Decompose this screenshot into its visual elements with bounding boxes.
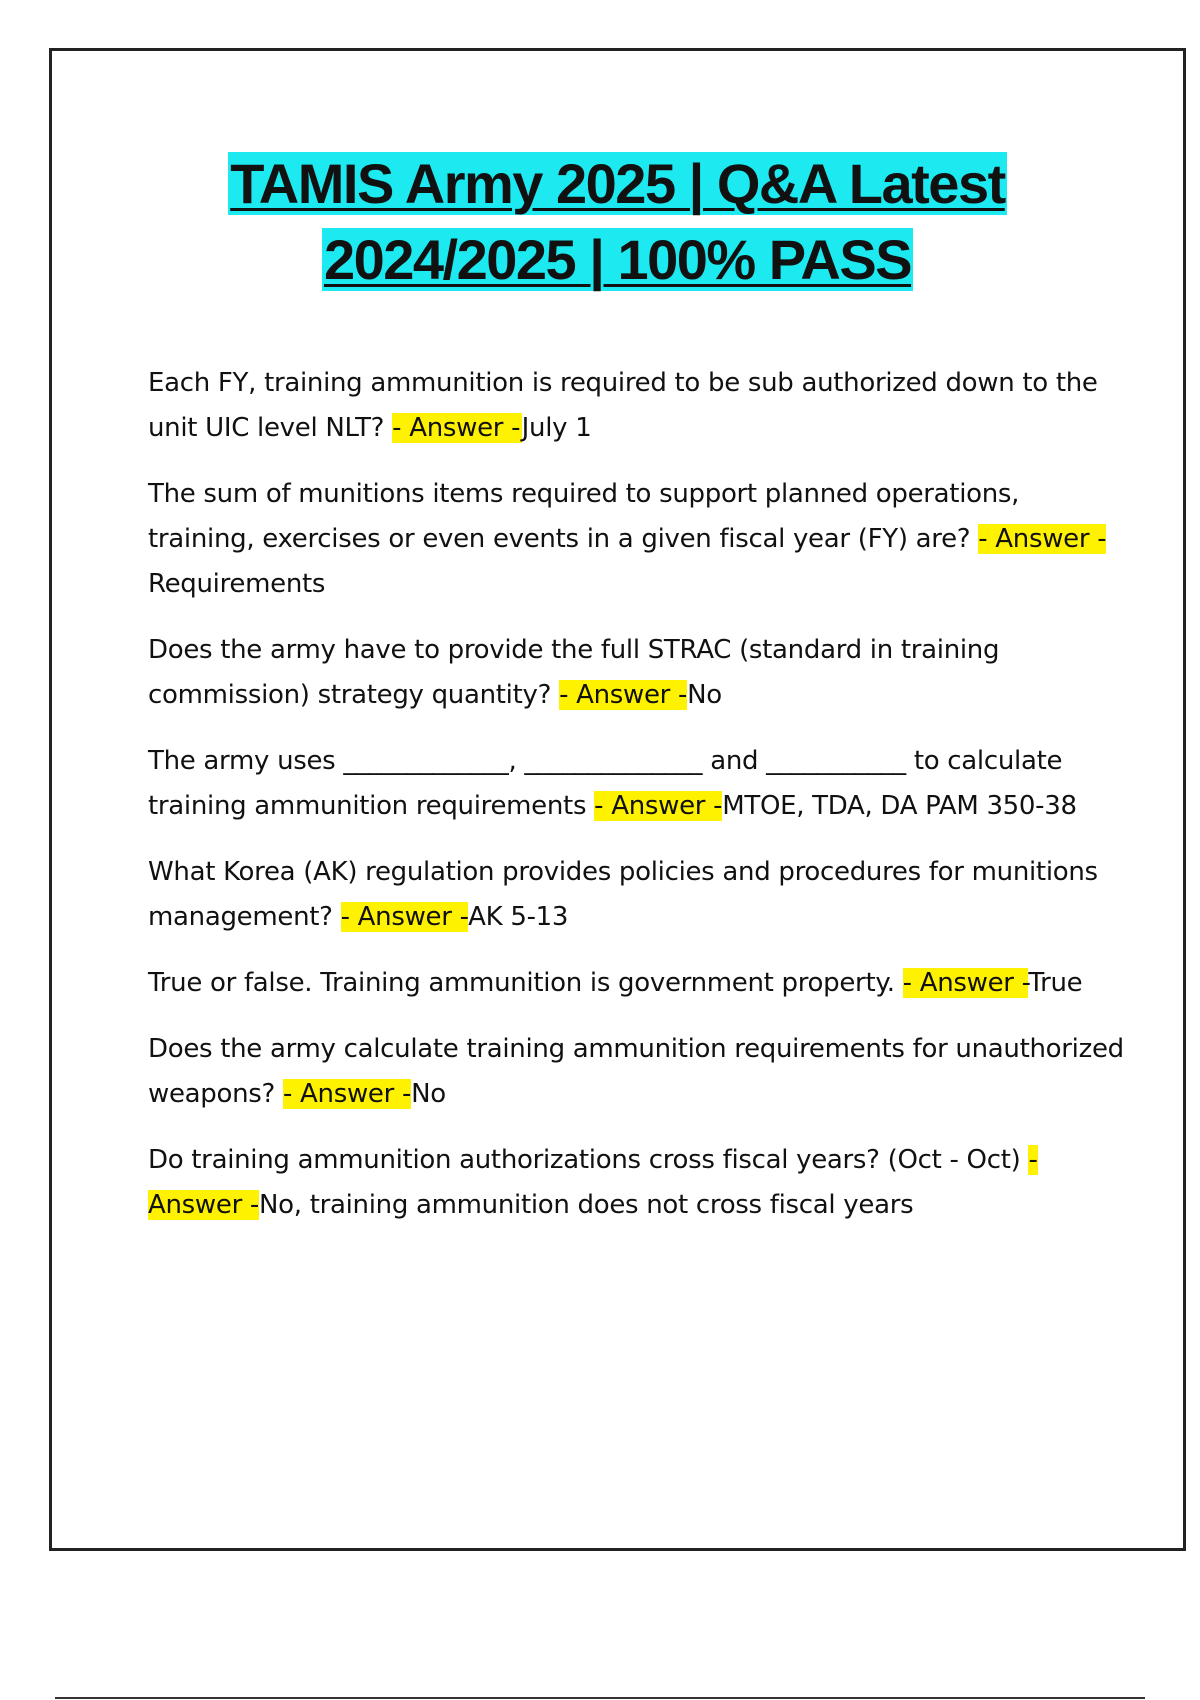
title-line-2: 2024/2025 | 100% PASS	[323, 228, 912, 291]
qa-item	[148, 1138, 1128, 1228]
answer-text: AK 5-13	[468, 902, 569, 932]
answer-text: No	[687, 680, 722, 710]
answer-text: MTOE, TDA, DA PAM 350-38	[722, 791, 1077, 821]
question-text: What Korea (AK) regulation provides policies and procedures for munitions management?	[148, 857, 1098, 932]
title-line-1: TAMIS Army 2025 | Q&A Latest	[230, 152, 1005, 215]
answer-text: True	[1028, 968, 1083, 998]
answer-text: No, training ammunition does not cross fiscal years	[259, 1190, 914, 1220]
answer-marker: - Answer -	[902, 968, 1029, 998]
question-text: The sum of munitions items required to support planned operations, training, exercises or even events in a given fiscal year (FY) are?	[148, 479, 1020, 554]
question-text: Each FY, training ammunition is required to be sub authorized down to the unit UIC level NLT?	[148, 368, 1098, 443]
page-divider	[55, 1697, 1145, 1699]
qa-item	[148, 1027, 1128, 1117]
answer-marker: - Answer -	[283, 1079, 412, 1109]
qa-item	[148, 961, 1128, 1006]
document-page	[49, 48, 1186, 1551]
question-text: Does the army calculate training ammunition requirements for unauthorized weapons?	[148, 1034, 1124, 1109]
answer-text: July 1	[521, 413, 592, 443]
qa-item	[148, 361, 1128, 451]
answer-marker: - Answer -	[340, 902, 469, 932]
answer-marker: - Answer -	[594, 791, 723, 821]
qa-item	[148, 850, 1128, 940]
answer-text: No	[411, 1079, 446, 1109]
qa-item	[148, 628, 1128, 718]
question-text: True or false. Training ammunition is government property.	[148, 968, 895, 998]
answer-marker: - Answer -	[148, 1145, 1038, 1220]
question-text: Do training ammunition authorizations cross fiscal years? (Oct - Oct)	[148, 1145, 1021, 1175]
document-title	[52, 146, 1183, 298]
answer-marker: - Answer -	[392, 413, 522, 443]
question-text: Does the army have to provide the full STRAC (standard in training commission) strategy quantity?	[148, 635, 1000, 710]
qa-list	[148, 361, 1128, 1249]
answer-marker: - Answer -	[978, 524, 1107, 554]
question-text: The army uses _____________, ______________ and ___________ to calculate training ammunition requirements	[148, 746, 1063, 821]
answer-text: Requirements	[148, 569, 326, 599]
qa-item	[148, 472, 1128, 607]
answer-marker: - Answer -	[559, 680, 688, 710]
qa-item	[148, 739, 1128, 829]
